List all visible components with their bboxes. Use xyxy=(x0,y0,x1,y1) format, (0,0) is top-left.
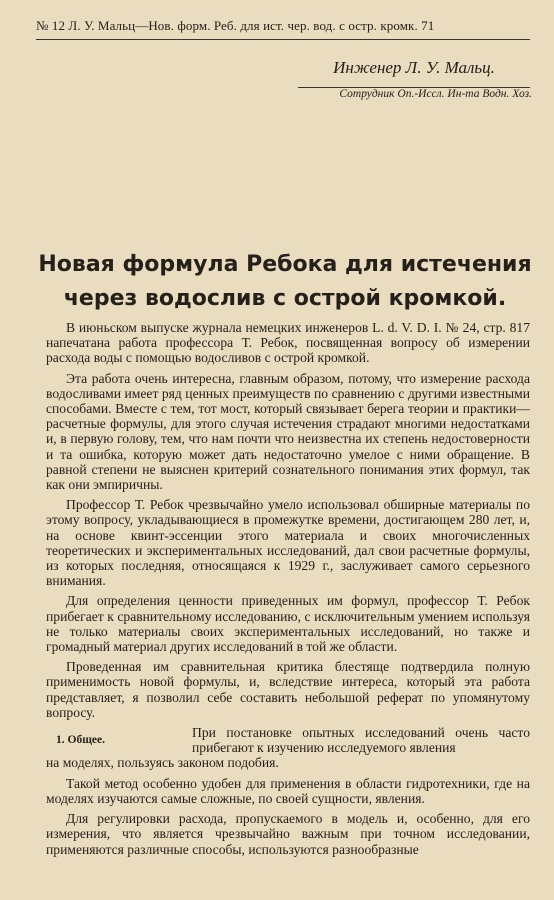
section-1-continuation: на моделях, пользуясь законом подобия. xyxy=(46,755,279,771)
section-heading: 1. Общее. xyxy=(56,734,105,747)
paragraph-1: В июньском выпуске журнала немецких инженеров L. d. V. D. I. № 24, стр. 817 напечатана работа профессора Т. Ребок, посвященная вопросу об измерении расхода воды с помощью водосливов с острой кромкой. xyxy=(46,320,530,366)
article-title-line-2: через водослив с острой кромкой. xyxy=(63,286,507,311)
article-title-line-1: Новая формула Ребока для истечения xyxy=(38,252,532,277)
paragraph-5: Проведенная им сравнительная критика блестяще подтвердила полную применимость новой формулы, и, вследствие интереса, который эта работа представляет, я позволил себе составить небольшой реферат по упомянутому вопросу. xyxy=(46,659,530,720)
author-affiliation: Сотрудник Оп.-Иссл. Ин-та Водн. Хоз. xyxy=(339,88,532,100)
section-1-paragraph-3: Для регулировки расхода, пропускаемого в модель и, особенно, для его измерения, что является чрезвычайно важным при точном исследовании, применяются различные способы, используются разнообразные xyxy=(46,811,530,857)
author-name: Инженер Л. У. Мальц. xyxy=(333,58,495,77)
paragraph-3: Профессор Т. Ребок чрезвычайно умело использовал обширные материалы по этому вопросу, укладывающиеся в промежутке времени, достигающем 280 лет, и, на основе квинт-эссенции этого материала и своих многочисленных теоретических и экспериментальных исследований, дал свои расчетные формулы, из которых последняя, относящаяся к 1929 г., заслуживает самого серьезного внимания. xyxy=(46,497,530,589)
running-head: № 12 Л. У. Мальц—Нов. форм. Реб. для ист. чер. вод. с остр. кромк. 71 xyxy=(36,18,435,33)
article-title xyxy=(30,248,540,316)
section-1-start xyxy=(46,725,530,755)
header-rule xyxy=(36,39,530,40)
paragraph-4: Для определения ценности приведенных им формул, профессор Т. Ребок прибегает к сравнительному исследованию, с исключительным умением используя не только материалы своих экспериментальных исследований, но также и громадный материал других исследований в той же области. xyxy=(46,593,530,655)
article-body xyxy=(46,320,530,862)
section-1-paragraph-2: Такой метод особенно удобен для применения в области гидротехники, где на моделях изучаются самые сложные, по своей сущности, явления. xyxy=(46,775,530,806)
paragraph-2: Эта работа очень интересна, главным образом, потому, что измерение расхода водосливами имеет ряд ценных преимуществ по сравнению с другими известными способами. Вместе с тем, тот мост, который связывает берега теории и практики—расчетные формулы, для этого случая истечения страдают многими недостатками и, в первую голову, тем, что нам почти что неизвестна их степень недостоверности и та ошибка, которую может дать недостаточно умелое с ними обращение. В равной степени не выяснен критерий сознательного понимания этих формул, так как они эмпиричны. xyxy=(46,370,530,493)
section-1-first-lines: При постановке опытных исследований очень часто прибегают к изучению исследуемого явления xyxy=(192,725,530,756)
